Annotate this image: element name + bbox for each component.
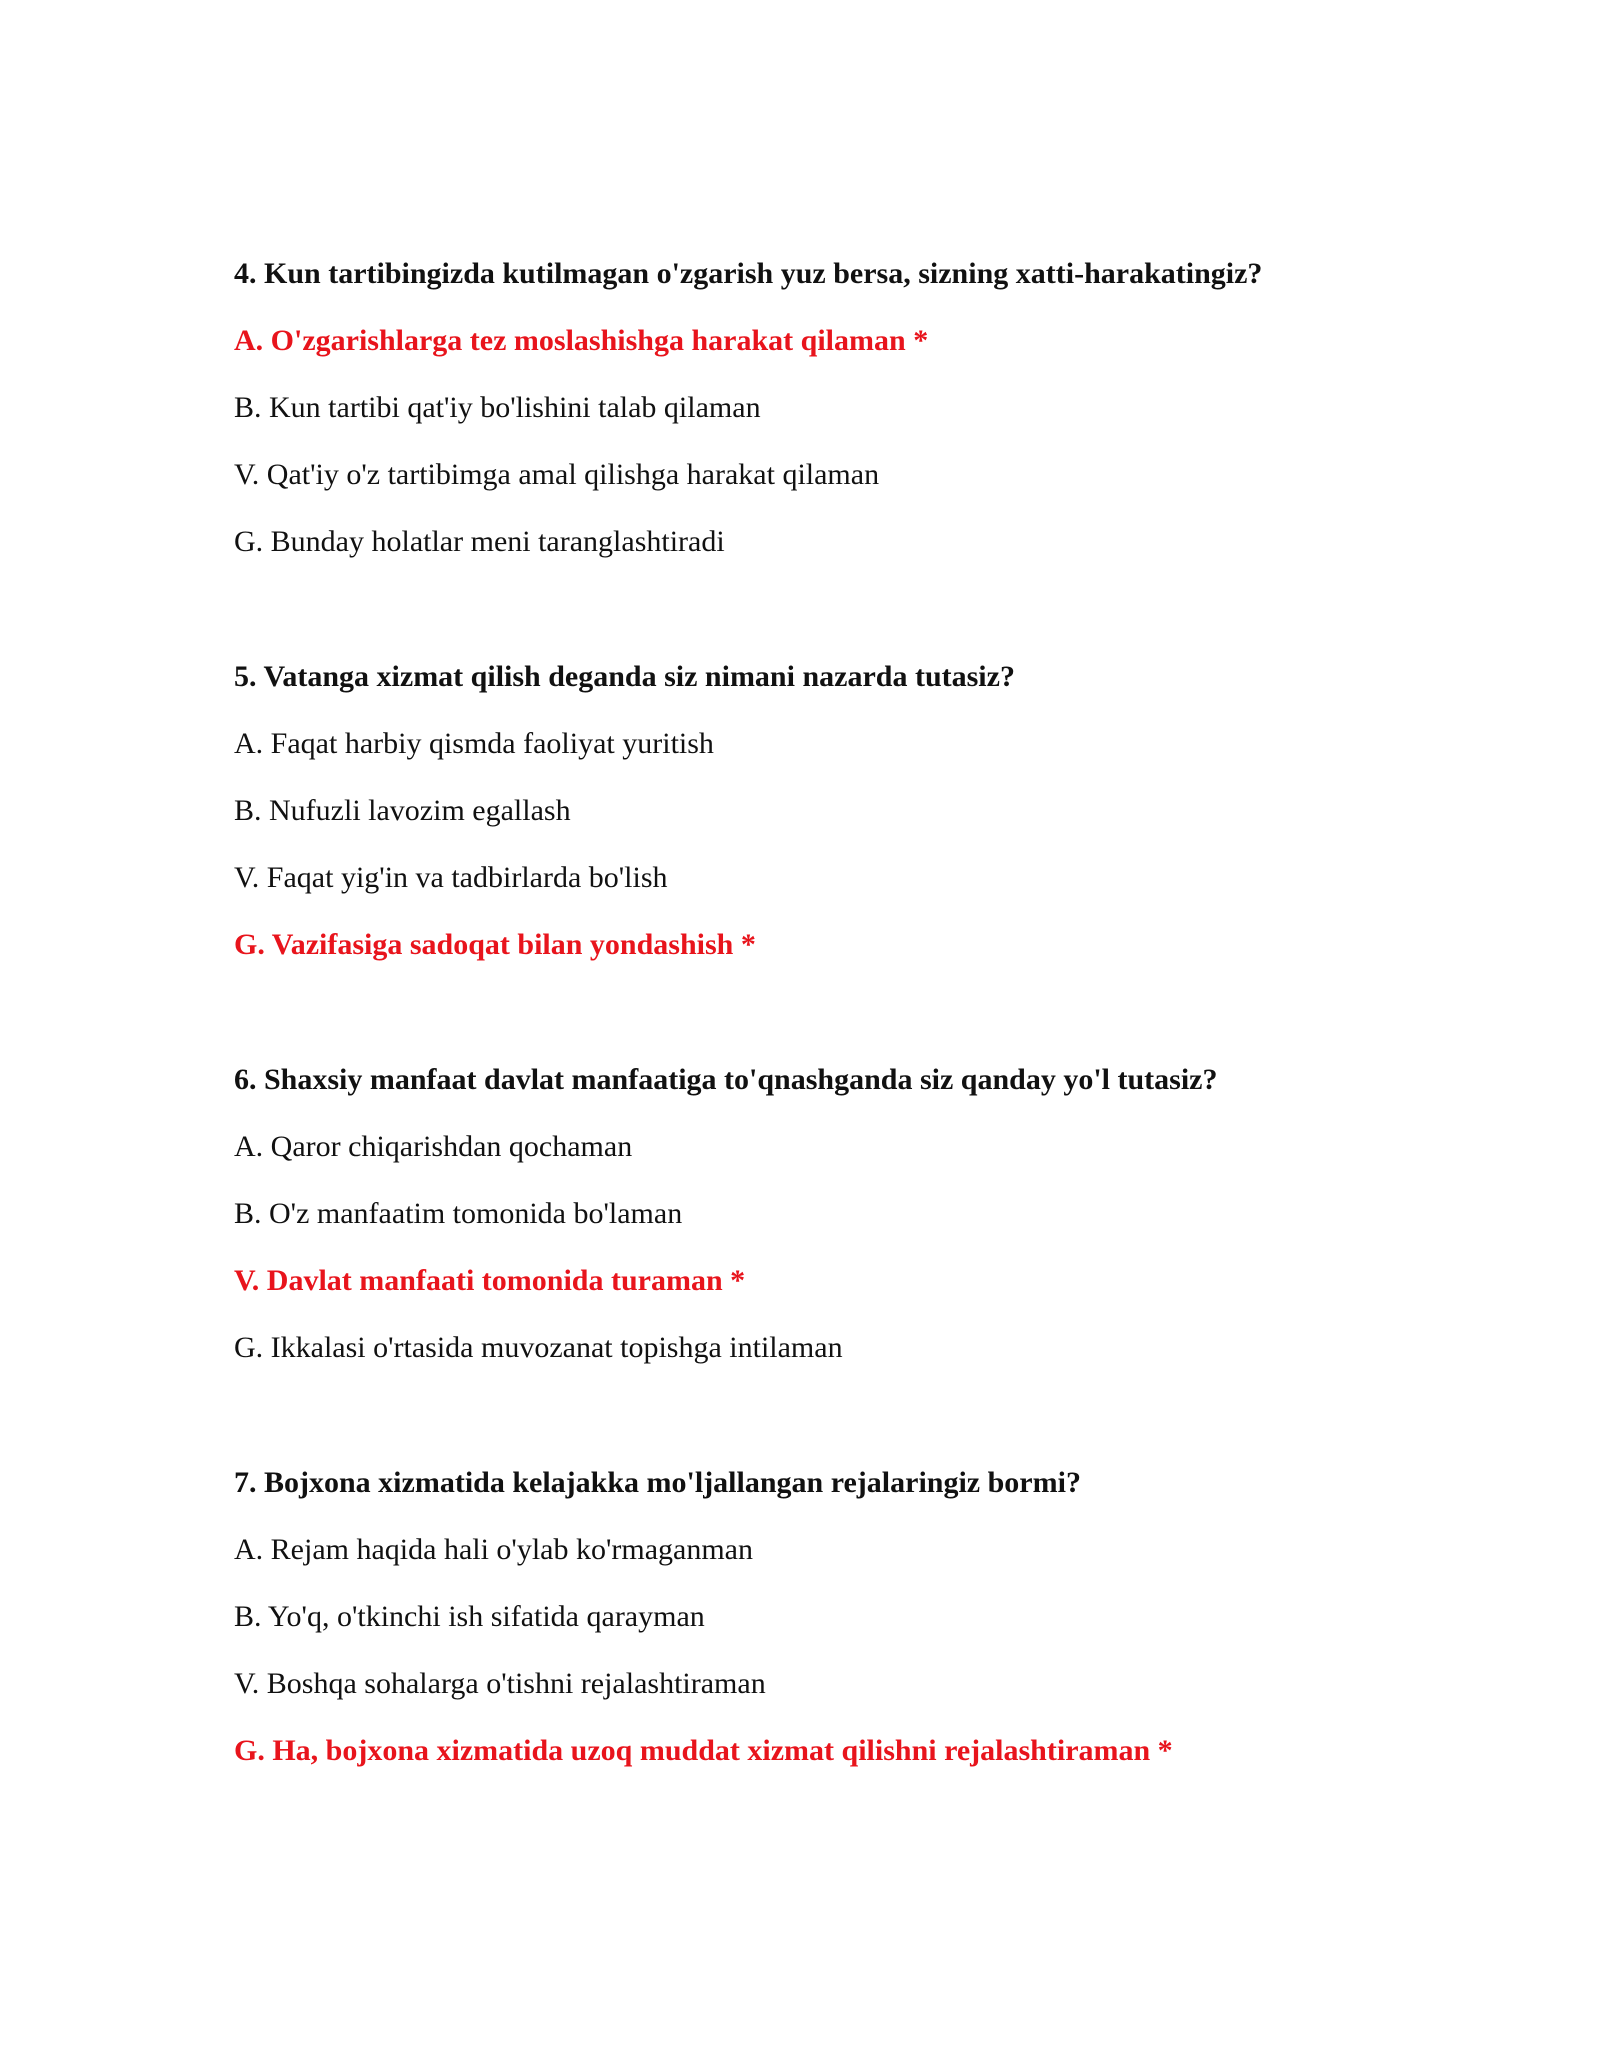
answer-option-v: V. Qat'iy o'z tartibimga amal qilishga harakat qilaman	[234, 458, 880, 491]
answer-option-a: A. O'zgarishlarga tez moslashishga harakat qilaman *	[234, 324, 929, 357]
answer-option-v: V. Faqat yig'in va tadbirlarda bo'lish	[234, 861, 668, 894]
answer-option-b: B. Nufuzli lavozim egallash	[234, 794, 571, 827]
answer-option-a: A. Faqat harbiy qismda faoliyat yuritish	[234, 727, 714, 760]
question-7	[234, 1465, 1434, 1769]
answer-option-g: G. Bunday holatlar meni taranglashtiradi	[234, 525, 725, 558]
answer-option-a: A. Qaror chiqarishdan qochaman	[234, 1130, 633, 1163]
answer-option-a: A. Rejam haqida hali o'ylab ko'rmaganman	[234, 1533, 753, 1566]
question-title: 6. Shaxsiy manfaat davlat manfaatiga to'qnashganda siz qanday yo'l tutasiz?	[234, 1063, 1218, 1096]
answer-option-v: V. Davlat manfaati tomonida turaman *	[234, 1264, 746, 1297]
question-4	[234, 256, 1434, 560]
question-5	[234, 659, 1434, 963]
question-6	[234, 1062, 1434, 1366]
answer-option-b: B. Kun tartibi qat'iy bo'lishini talab qilaman	[234, 391, 761, 424]
answer-option-v: V. Boshqa sohalarga o'tishni rejalashtiraman	[234, 1667, 766, 1700]
answer-option-g: G. Ha, bojxona xizmatida uzoq muddat xizmat qilishni rejalashtiraman *	[234, 1734, 1173, 1767]
question-title: 7. Bojxona xizmatida kelajakka mo'ljallangan rejalaringiz bormi?	[234, 1466, 1081, 1499]
answer-option-g: G. Vazifasiga sadoqat bilan yondashish *	[234, 928, 756, 961]
answer-option-g: G. Ikkalasi o'rtasida muvozanat topishga intilaman	[234, 1331, 843, 1364]
question-title: 4. Kun tartibingizda kutilmagan o'zgarish yuz bersa, sizning xatti-harakatingiz?	[234, 257, 1263, 290]
answer-option-b: B. O'z manfaatim tomonida bo'laman	[234, 1197, 683, 1230]
answer-option-b: B. Yo'q, o'tkinchi ish sifatida qarayman	[234, 1600, 705, 1633]
question-title: 5. Vatanga xizmat qilish deganda siz nimani nazarda tutasiz?	[234, 660, 1015, 693]
